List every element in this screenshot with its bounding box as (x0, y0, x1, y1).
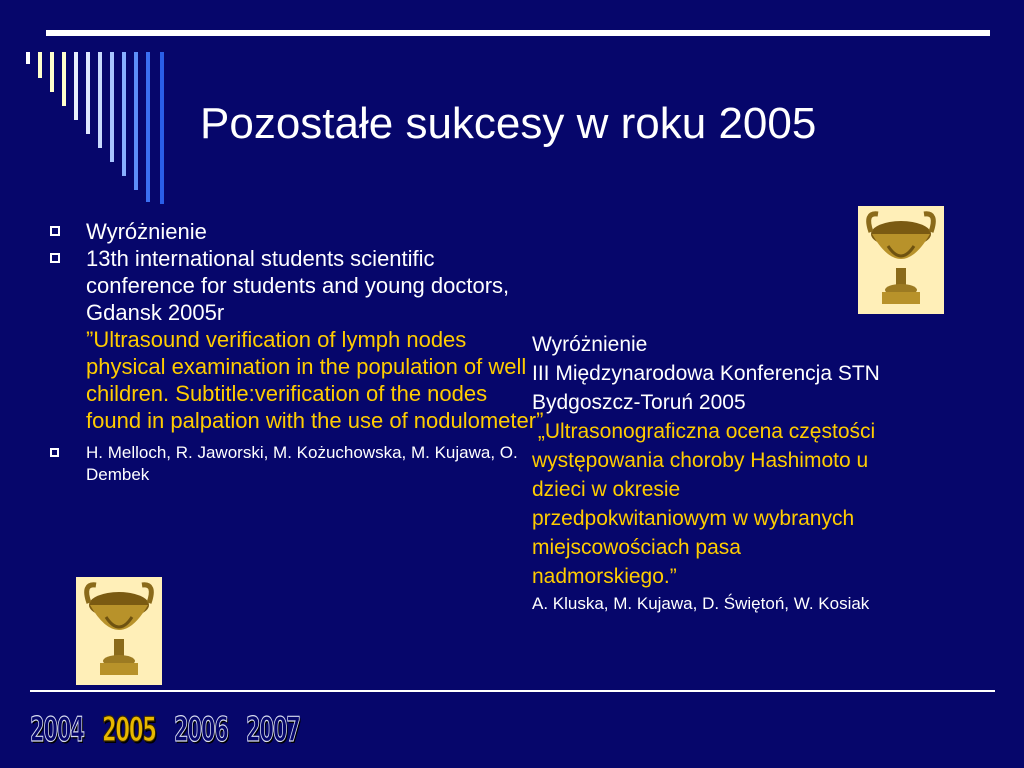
bullet-item (48, 218, 548, 245)
decorative-bar (110, 52, 114, 162)
decorative-bar (38, 52, 42, 78)
paper-title-line: miejscowościach pasa (532, 536, 741, 559)
decorative-bar (26, 52, 30, 64)
trophy-icon (76, 577, 162, 685)
year-link-2007[interactable]: 2007 (246, 710, 300, 750)
authors: A. Kluska, M. Kujawa, D. Świętoń, W. Kosiak (532, 594, 870, 613)
slide-title: Pozostałe sukcesy w roku 2005 (200, 99, 817, 148)
year-link-2006[interactable]: 2006 (174, 710, 228, 750)
conference-name: III Międzynarodowa Konferencja STN (532, 362, 880, 385)
bullet-item (48, 442, 548, 486)
paper-title-line: dzieci w okresie (532, 478, 681, 501)
paper-title-line: nadmorskiego.” (532, 565, 677, 588)
bullet-item (48, 245, 548, 434)
bullet-square-icon (50, 226, 60, 236)
paper-title-line: „Ultrasonograficzna ocena częstości (532, 420, 876, 443)
decorative-bar (160, 52, 164, 204)
bottom-divider (30, 690, 995, 692)
decorative-bar (146, 52, 150, 202)
award-label: Wyróżnienie (86, 219, 207, 244)
conference-location: Bydgoszcz-Toruń 2005 (532, 391, 746, 414)
top-divider (46, 30, 990, 36)
bullet-square-icon (50, 448, 59, 457)
right-column (532, 330, 1002, 617)
decorative-bar (98, 52, 102, 148)
bullet-square-icon (50, 253, 60, 263)
decorative-bar (134, 52, 138, 190)
paper-title-line: występowania choroby Hashimoto u (532, 449, 869, 472)
decorative-bar (122, 52, 126, 176)
decorative-bar (50, 52, 54, 92)
paper-title: ”Ultrasound verification of lymph nodes physical examination in the population of well children. Subtitle:verification of the nodes found in palpation with the use of nodulometer” (86, 327, 544, 433)
year-navigation (30, 702, 304, 752)
decorative-bars (0, 0, 180, 210)
paper-title-line: przedpokwitaniowym w wybranych (532, 507, 855, 530)
award-label: Wyróżnienie (532, 333, 648, 356)
left-column (48, 218, 548, 486)
year-link-2004[interactable]: 2004 (30, 710, 84, 750)
authors: H. Melloch, R. Jaworski, M. Kożuchowska, M. Kujawa, O. Dembek (86, 443, 518, 484)
decorative-bar (62, 52, 66, 106)
conference-name: 13th international students scientific conference for students and young doctors, Gdansk 2005r (86, 246, 510, 325)
year-link-2005[interactable]: 2005 (102, 710, 156, 750)
trophy-icon (858, 206, 944, 314)
decorative-bar (74, 52, 78, 120)
decorative-bar (86, 52, 90, 134)
